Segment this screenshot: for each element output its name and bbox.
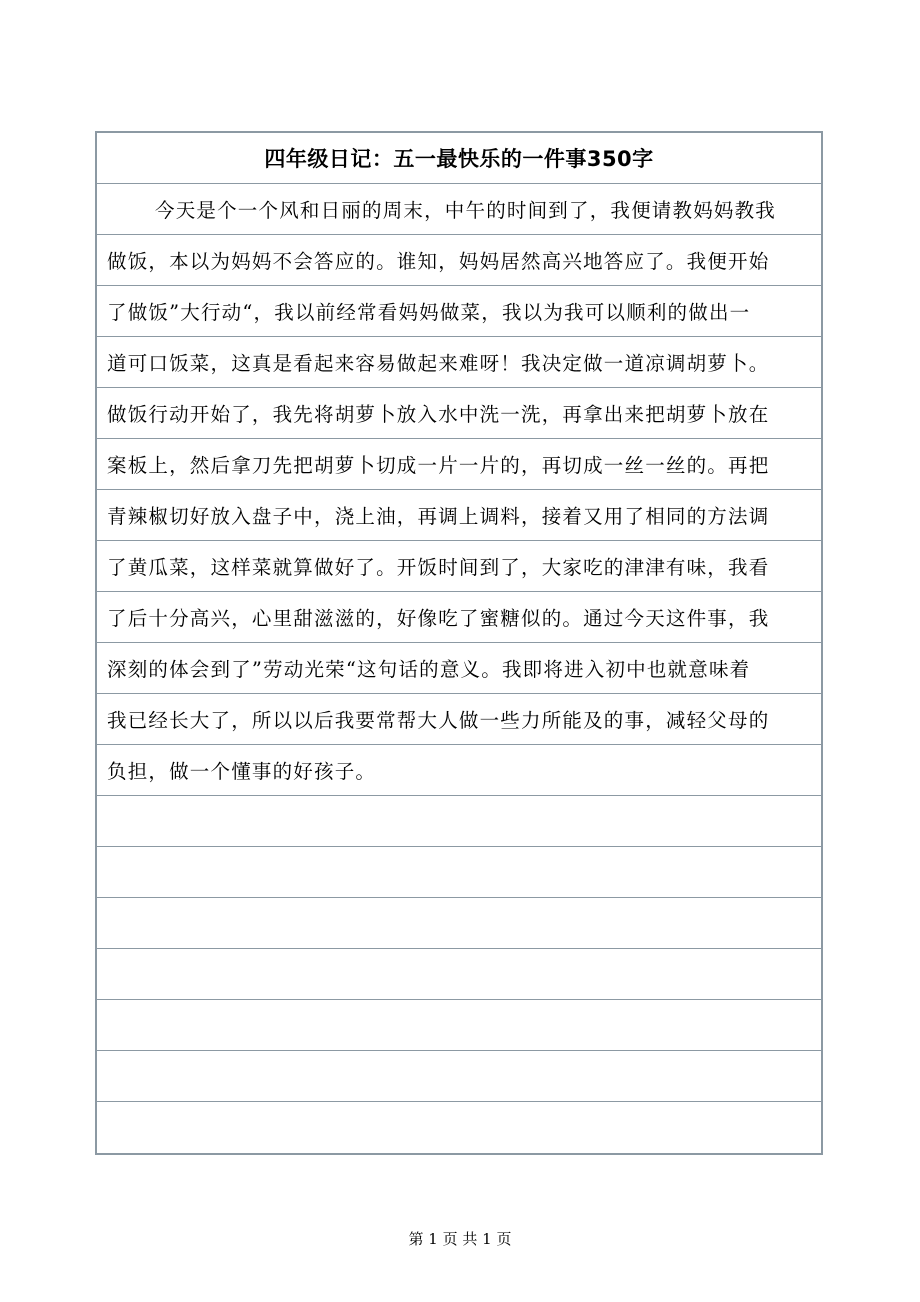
empty-line	[97, 1102, 821, 1153]
empty-line	[97, 796, 821, 847]
empty-line	[97, 847, 821, 898]
lined-sheet	[95, 131, 823, 1155]
text-line: 了后十分高兴，心里甜滋滋的，好像吃了蜜糖似的。通过今天这件事，我	[97, 592, 821, 643]
text-line: 深刻的体会到了”劳动光荣“这句话的意义。我即将进入初中也就意味着	[97, 643, 821, 694]
text-line: 了做饭”大行动“，我以前经常看妈妈做菜，我以为我可以顺利的做出一	[97, 286, 821, 337]
empty-line	[97, 949, 821, 1000]
page-number-footer: 第 1 页 共 1 页	[408, 1230, 512, 1248]
text-line: 做饭，本以为妈妈不会答应的。谁知，妈妈居然高兴地答应了。我便开始	[97, 235, 821, 286]
text-line: 了黄瓜菜，这样菜就算做好了。开饭时间到了，大家吃的津津有味，我看	[97, 541, 821, 592]
text-line: 负担，做一个懂事的好孩子。	[97, 745, 821, 796]
text-line: 做饭行动开始了，我先将胡萝卜放入水中洗一洗，再拿出来把胡萝卜放在	[97, 388, 821, 439]
text-line: 道可口饭菜，这真是看起来容易做起来难呀！我决定做一道凉调胡萝卜。	[97, 337, 821, 388]
text-line: 青辣椒切好放入盘子中，浇上油，再调上调料，接着又用了相同的方法调	[97, 490, 821, 541]
empty-line	[97, 1000, 821, 1051]
text-line: 案板上，然后拿刀先把胡萝卜切成一片一片的，再切成一丝一丝的。再把	[97, 439, 821, 490]
text-line: 今天是个一个风和日丽的周末，中午的时间到了，我便请教妈妈教我	[97, 184, 821, 235]
empty-line	[97, 898, 821, 949]
empty-line	[97, 1051, 821, 1102]
text-line: 我已经长大了，所以以后我要常帮大人做一些力所能及的事，减轻父母的	[97, 694, 821, 745]
document-title: 四年级日记：五一最快乐的一件事350字	[97, 133, 821, 184]
